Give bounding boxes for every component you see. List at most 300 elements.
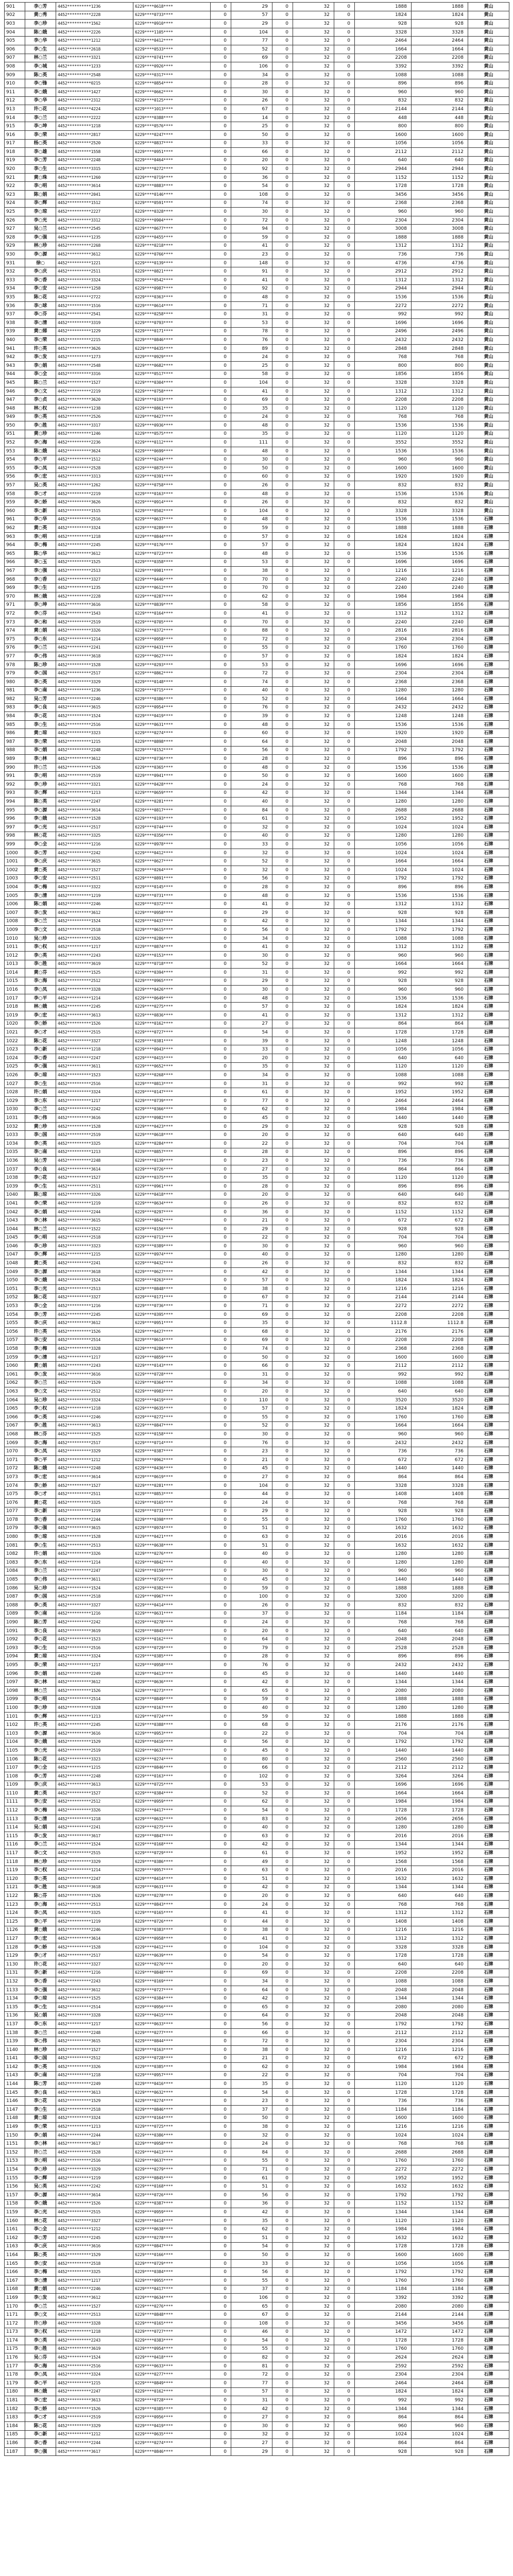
table-row bbox=[5, 1652, 509, 1661]
paid-amount-cell: 1952 bbox=[412, 1088, 468, 1097]
col-a-cell: 0 bbox=[211, 2208, 231, 2217]
bank-account-cell: 6229****0883**** bbox=[133, 182, 211, 191]
township-cell: 石牌 bbox=[468, 2345, 509, 2353]
paid-amount-cell: 960 bbox=[412, 2422, 468, 2431]
col-a-cell: 0 bbox=[211, 943, 231, 952]
subsidy-amount-cell: 3456 bbox=[355, 191, 412, 199]
rate-cell: 32 bbox=[293, 943, 334, 952]
land-area-cell: 32 bbox=[231, 2430, 272, 2439]
col-b-cell: 0 bbox=[272, 318, 293, 327]
serial-no-cell: 929 bbox=[5, 242, 25, 250]
paid-amount-cell: 1344 bbox=[412, 1267, 468, 1276]
id-number-cell: 4452**********3614 bbox=[56, 806, 133, 815]
id-number-cell: 4452**********2241 bbox=[56, 643, 133, 652]
land-area-cell: 32 bbox=[231, 823, 272, 832]
rate-cell: 32 bbox=[293, 1191, 334, 1199]
col-a-cell: 0 bbox=[211, 669, 231, 678]
rate-cell: 32 bbox=[293, 421, 334, 430]
table-row bbox=[5, 2174, 509, 2182]
serial-no-cell: 936 bbox=[5, 301, 25, 310]
rate-cell: 32 bbox=[293, 2353, 334, 2362]
farmer-name-cell: 陈○芬 bbox=[25, 1892, 56, 1901]
table-row bbox=[5, 130, 509, 139]
farmer-name-cell: 李○兰 bbox=[25, 1379, 56, 1387]
table-row bbox=[5, 447, 509, 455]
table-row bbox=[5, 1421, 509, 1430]
id-number-cell: 4452**********2215 bbox=[56, 336, 133, 345]
bank-account-cell: 6229****0163**** bbox=[133, 1772, 211, 1781]
col-a-cell: 0 bbox=[211, 994, 231, 1003]
col-c-cell: 0 bbox=[334, 2199, 355, 2208]
farmer-name-cell: 陈○兰 bbox=[25, 379, 56, 387]
paid-amount-cell: 1888 bbox=[412, 1695, 468, 1704]
paid-amount-cell: 2016 bbox=[412, 1533, 468, 1541]
col-c-cell: 0 bbox=[334, 156, 355, 165]
col-b-cell: 0 bbox=[272, 327, 293, 336]
id-number-cell: 4452**********1525 bbox=[56, 969, 133, 977]
col-b-cell: 0 bbox=[272, 1609, 293, 1618]
id-number-cell: 4452**********3612 bbox=[56, 1678, 133, 1687]
serial-no-cell: 1121 bbox=[5, 1883, 25, 1892]
col-a-cell: 0 bbox=[211, 2182, 231, 2191]
col-c-cell: 0 bbox=[334, 1609, 355, 1618]
land-area-cell: 50 bbox=[231, 1353, 272, 1362]
col-c-cell: 0 bbox=[334, 113, 355, 122]
col-c-cell: 0 bbox=[334, 986, 355, 994]
rate-cell: 32 bbox=[293, 1473, 334, 1482]
township-cell: 黄山 bbox=[468, 199, 509, 208]
id-number-cell: 4452**********2515 bbox=[56, 1849, 133, 1858]
subsidy-amount-cell: 1888 bbox=[355, 524, 412, 533]
bank-account-cell: 6229****0414**** bbox=[133, 1601, 211, 1610]
col-b-cell: 0 bbox=[272, 1764, 293, 1772]
col-b-cell: 0 bbox=[272, 2362, 293, 2370]
paid-amount-cell: 1152 bbox=[412, 2199, 468, 2208]
township-cell: 黄山 bbox=[468, 413, 509, 421]
id-number-cell: 4452**********3324 bbox=[56, 2114, 133, 2123]
col-a-cell: 0 bbox=[211, 1994, 231, 2003]
col-c-cell: 0 bbox=[334, 2302, 355, 2311]
table-row bbox=[5, 2003, 509, 2011]
paid-amount-cell: 1824 bbox=[412, 11, 468, 20]
col-a-cell: 0 bbox=[211, 1857, 231, 1866]
land-area-cell: 50 bbox=[231, 2114, 272, 2123]
bank-account-cell: 6229****0286**** bbox=[133, 934, 211, 943]
land-area-cell: 48 bbox=[231, 421, 272, 430]
col-b-cell: 0 bbox=[272, 781, 293, 789]
col-a-cell: 0 bbox=[211, 1507, 231, 1516]
bank-account-cell: 6229****0162**** bbox=[133, 1020, 211, 1028]
col-b-cell: 0 bbox=[272, 2045, 293, 2054]
serial-no-cell: 1008 bbox=[5, 917, 25, 926]
land-area-cell: 31 bbox=[231, 310, 272, 319]
paid-amount-cell: 1952 bbox=[412, 815, 468, 823]
col-b-cell: 0 bbox=[272, 2106, 293, 2114]
col-c-cell: 0 bbox=[334, 1131, 355, 1140]
serial-no-cell: 1067 bbox=[5, 1421, 25, 1430]
col-b-cell: 0 bbox=[272, 532, 293, 541]
paid-amount-cell: 1440 bbox=[412, 1669, 468, 1678]
paid-amount-cell: 2624 bbox=[412, 2353, 468, 2362]
land-area-cell: 70 bbox=[231, 575, 272, 584]
col-c-cell: 0 bbox=[334, 1815, 355, 1823]
id-number-cell: 4452**********2242 bbox=[56, 2182, 133, 2191]
serial-no-cell: 967 bbox=[5, 567, 25, 575]
rate-cell: 32 bbox=[293, 148, 334, 157]
subsidy-amount-cell: 1536 bbox=[355, 763, 412, 772]
subsidy-amount-cell: 2144 bbox=[355, 1293, 412, 1302]
land-area-cell: 67 bbox=[231, 2311, 272, 2319]
serial-no-cell: 1002 bbox=[5, 866, 25, 874]
col-b-cell: 0 bbox=[272, 37, 293, 45]
serial-no-cell: 1060 bbox=[5, 1362, 25, 1370]
subsidy-amount-cell: 1120 bbox=[355, 1174, 412, 1182]
land-area-cell: 57 bbox=[231, 1003, 272, 1011]
col-a-cell: 0 bbox=[211, 233, 231, 242]
col-c-cell: 0 bbox=[334, 677, 355, 686]
farmer-name-cell: 李○南 bbox=[25, 686, 56, 695]
subsidy-amount-cell: 1792 bbox=[355, 2191, 412, 2200]
land-area-cell: 51 bbox=[231, 1541, 272, 1550]
bank-account-cell: 6229****0112**** bbox=[133, 438, 211, 447]
subsidy-amount-cell: 1152 bbox=[355, 1208, 412, 1216]
land-area-cell: 23 bbox=[231, 250, 272, 259]
col-c-cell: 0 bbox=[334, 1139, 355, 1148]
col-b-cell: 0 bbox=[272, 344, 293, 353]
farmer-name-cell: 李○发 bbox=[25, 2294, 56, 2302]
land-area-cell: 37 bbox=[231, 2106, 272, 2114]
col-a-cell: 0 bbox=[211, 584, 231, 592]
paid-amount-cell: 2688 bbox=[412, 2148, 468, 2157]
subsidy-amount-cell: 640 bbox=[355, 156, 412, 165]
paid-amount-cell: 2048 bbox=[412, 738, 468, 747]
col-c-cell: 0 bbox=[334, 2336, 355, 2345]
col-b-cell: 0 bbox=[272, 1370, 293, 1379]
farmer-name-cell: 李○生 bbox=[25, 1541, 56, 1550]
id-number-cell: 4452**********1214 bbox=[56, 994, 133, 1003]
rate-cell: 32 bbox=[293, 404, 334, 413]
land-area-cell: 42 bbox=[231, 1994, 272, 2003]
bank-account-cell: 6229****0165**** bbox=[133, 1909, 211, 1918]
col-c-cell: 0 bbox=[334, 1943, 355, 1952]
subsidy-amount-cell: 1088 bbox=[355, 1379, 412, 1387]
paid-amount-cell: 1792 bbox=[412, 926, 468, 935]
subsidy-amount-cell: 960 bbox=[355, 455, 412, 464]
land-area-cell: 88 bbox=[231, 626, 272, 635]
col-a-cell: 0 bbox=[211, 2345, 231, 2353]
paid-amount-cell: 1408 bbox=[412, 1918, 468, 1926]
township-cell: 石牌 bbox=[468, 1191, 509, 1199]
table-row bbox=[5, 763, 509, 772]
bank-account-cell: 6229****0418**** bbox=[133, 2353, 211, 2362]
land-area-cell: 35 bbox=[231, 404, 272, 413]
farmer-name-cell: 李○庆 bbox=[25, 1319, 56, 1328]
col-a-cell: 0 bbox=[211, 438, 231, 447]
col-a-cell: 0 bbox=[211, 2106, 231, 2114]
paid-amount-cell: 1024 bbox=[412, 866, 468, 874]
serial-no-cell: 996 bbox=[5, 815, 25, 823]
land-area-cell: 110 bbox=[231, 1396, 272, 1404]
subsidy-amount-cell: 2432 bbox=[355, 1661, 412, 1670]
farmer-name-cell: 李○明 bbox=[25, 1233, 56, 1242]
paid-amount-cell: 2048 bbox=[412, 1635, 468, 1644]
township-cell: 石牌 bbox=[468, 1182, 509, 1191]
land-area-cell: 34 bbox=[231, 1379, 272, 1387]
id-number-cell: 4452**********2244 bbox=[56, 1516, 133, 1524]
serial-no-cell: 1134 bbox=[5, 1994, 25, 2003]
id-number-cell: 4452**********3617 bbox=[56, 2140, 133, 2148]
farmer-name-cell: 吴○娟 bbox=[25, 2011, 56, 2020]
col-b-cell: 0 bbox=[272, 284, 293, 293]
subsidy-amount-cell: 832 bbox=[355, 1601, 412, 1610]
col-a-cell: 0 bbox=[211, 2114, 231, 2123]
paid-amount-cell: 896 bbox=[412, 883, 468, 892]
farmer-name-cell: 李○芬 bbox=[25, 310, 56, 319]
land-area-cell: 36 bbox=[231, 2199, 272, 2208]
land-area-cell: 41 bbox=[231, 609, 272, 618]
id-number-cell: 4452**********1512 bbox=[56, 199, 133, 208]
subsidy-amount-cell: 1632 bbox=[355, 2182, 412, 2191]
id-number-cell: 4452**********2248 bbox=[56, 156, 133, 165]
land-area-cell: 102 bbox=[231, 1772, 272, 1781]
col-c-cell: 0 bbox=[334, 1524, 355, 1533]
id-number-cell: 4452**********2246 bbox=[56, 2285, 133, 2294]
id-number-cell: 4452**********3614 bbox=[56, 1473, 133, 1482]
township-cell: 石牌 bbox=[468, 703, 509, 712]
subsidy-amount-cell: 3328 bbox=[355, 28, 412, 37]
id-number-cell: 4452**********2520 bbox=[56, 139, 133, 148]
id-number-cell: 4452**********1524 bbox=[56, 1584, 133, 1592]
table-row bbox=[5, 2037, 509, 2046]
col-c-cell: 0 bbox=[334, 276, 355, 285]
col-c-cell: 0 bbox=[334, 1789, 355, 1798]
township-cell: 石牌 bbox=[468, 592, 509, 601]
bank-account-cell: 6229****0383**** bbox=[133, 2336, 211, 2345]
land-area-cell: 51 bbox=[231, 2233, 272, 2242]
id-number-cell: 4452**********3324 bbox=[56, 1088, 133, 1097]
col-a-cell: 0 bbox=[211, 430, 231, 438]
table-row bbox=[5, 1798, 509, 1806]
paid-amount-cell: 1248 bbox=[412, 712, 468, 721]
col-b-cell: 0 bbox=[272, 1122, 293, 1131]
col-a-cell: 0 bbox=[211, 960, 231, 969]
land-area-cell: 48 bbox=[231, 994, 272, 1003]
serial-no-cell: 1076 bbox=[5, 1498, 25, 1507]
land-area-cell: 30 bbox=[231, 1567, 272, 1575]
rate-cell: 32 bbox=[293, 2225, 334, 2234]
id-number-cell: 4452**********3328 bbox=[56, 2011, 133, 2020]
rate-cell: 32 bbox=[293, 2362, 334, 2370]
bank-account-cell: 6229****0412**** bbox=[133, 1943, 211, 1952]
rate-cell: 32 bbox=[293, 1661, 334, 1670]
township-cell: 石牌 bbox=[468, 1165, 509, 1174]
bank-account-cell: 6229****0125**** bbox=[133, 96, 211, 105]
serial-no-cell: 1027 bbox=[5, 1079, 25, 1088]
township-cell: 石牌 bbox=[468, 789, 509, 798]
table-row bbox=[5, 2379, 509, 2388]
serial-no-cell: 1056 bbox=[5, 1328, 25, 1336]
id-number-cell: 4452**********0215 bbox=[56, 79, 133, 88]
paid-amount-cell: 960 bbox=[412, 1242, 468, 1251]
rate-cell: 32 bbox=[293, 88, 334, 96]
col-b-cell: 0 bbox=[272, 1336, 293, 1345]
township-cell: 石牌 bbox=[468, 2216, 509, 2225]
col-a-cell: 0 bbox=[211, 191, 231, 199]
township-cell: 石牌 bbox=[468, 1139, 509, 1148]
col-c-cell: 0 bbox=[334, 2413, 355, 2422]
col-a-cell: 0 bbox=[211, 1943, 231, 1952]
rate-cell: 32 bbox=[293, 1798, 334, 1806]
land-area-cell: 72 bbox=[231, 2037, 272, 2046]
bank-account-cell: 6229****0264**** bbox=[133, 866, 211, 874]
subsidy-amount-cell: 2112 bbox=[355, 2028, 412, 2037]
subsidy-amount-cell: 2496 bbox=[355, 327, 412, 336]
township-cell: 石牌 bbox=[468, 738, 509, 747]
register-table bbox=[4, 2, 509, 2456]
paid-amount-cell: 768 bbox=[412, 2140, 468, 2148]
township-cell: 石牌 bbox=[468, 2422, 509, 2431]
table-row bbox=[5, 2088, 509, 2097]
col-b-cell: 0 bbox=[272, 2285, 293, 2294]
rate-cell: 32 bbox=[293, 2182, 334, 2191]
serial-no-cell: 965 bbox=[5, 550, 25, 558]
farmer-name-cell: 李○英 bbox=[25, 1139, 56, 1148]
township-cell: 石牌 bbox=[468, 2131, 509, 2140]
rate-cell: 32 bbox=[293, 1704, 334, 1713]
col-b-cell: 0 bbox=[272, 1695, 293, 1704]
table-row bbox=[5, 1028, 509, 1037]
paid-amount-cell: 1824 bbox=[412, 1003, 468, 1011]
land-area-cell: 34 bbox=[231, 1977, 272, 1986]
bank-account-cell: 6229****0542**** bbox=[133, 276, 211, 285]
id-number-cell: 4452**********1525 bbox=[56, 1994, 133, 2003]
id-number-cell: 4452**********2511 bbox=[56, 1182, 133, 1191]
col-b-cell: 0 bbox=[272, 1652, 293, 1661]
table-row bbox=[5, 703, 509, 712]
rate-cell: 32 bbox=[293, 2285, 334, 2294]
serial-no-cell: 970 bbox=[5, 592, 25, 601]
serial-no-cell: 924 bbox=[5, 199, 25, 208]
township-cell: 黄山 bbox=[468, 79, 509, 88]
land-area-cell: 27 bbox=[231, 1473, 272, 1482]
serial-no-cell: 973 bbox=[5, 618, 25, 626]
bank-account-cell: 6229****0268**** bbox=[133, 1071, 211, 1080]
col-b-cell: 0 bbox=[272, 3, 293, 11]
paid-amount-cell: 832 bbox=[412, 96, 468, 105]
land-area-cell: 111 bbox=[231, 438, 272, 447]
table-row bbox=[5, 464, 509, 473]
rate-cell: 32 bbox=[293, 806, 334, 815]
serial-no-cell: 1169 bbox=[5, 2294, 25, 2302]
land-area-cell: 21 bbox=[231, 2054, 272, 2063]
paid-amount-cell: 2176 bbox=[412, 1721, 468, 1730]
subsidy-amount-cell: 2912 bbox=[355, 267, 412, 276]
table-row bbox=[5, 1849, 509, 1858]
serial-no-cell: 959 bbox=[5, 498, 25, 507]
serial-no-cell: 1049 bbox=[5, 1267, 25, 1276]
id-number-cell: 4452**********2516 bbox=[56, 2157, 133, 2165]
bank-account-cell: 6229****0726**** bbox=[133, 1165, 211, 1174]
serial-no-cell: 1133 bbox=[5, 1986, 25, 1994]
serial-no-cell: 1033 bbox=[5, 1131, 25, 1140]
land-area-cell: 35 bbox=[231, 1062, 272, 1071]
township-cell: 石牌 bbox=[468, 2404, 509, 2413]
id-number-cell: 4452**********1527 bbox=[56, 379, 133, 387]
id-number-cell: 4452**********2517 bbox=[56, 669, 133, 678]
rate-cell: 32 bbox=[293, 1669, 334, 1678]
bank-account-cell: 6229****0158**** bbox=[133, 1430, 211, 1439]
table-row bbox=[5, 2045, 509, 2054]
subsidy-amount-cell: 1312 bbox=[355, 943, 412, 952]
col-b-cell: 0 bbox=[272, 1071, 293, 1080]
table-row bbox=[5, 1122, 509, 1131]
table-row bbox=[5, 2123, 509, 2131]
rate-cell: 32 bbox=[293, 994, 334, 1003]
col-c-cell: 0 bbox=[334, 1045, 355, 1054]
id-number-cell: 4452**********1528 bbox=[56, 1533, 133, 1541]
subsidy-amount-cell: 2240 bbox=[355, 584, 412, 592]
col-c-cell: 0 bbox=[334, 2106, 355, 2114]
rate-cell: 32 bbox=[293, 1302, 334, 1311]
table-row bbox=[5, 1498, 509, 1507]
col-c-cell: 0 bbox=[334, 361, 355, 370]
rate-cell: 32 bbox=[293, 609, 334, 618]
col-b-cell: 0 bbox=[272, 1747, 293, 1755]
farmer-name-cell: 李○东 bbox=[25, 1097, 56, 1106]
land-area-cell: 54 bbox=[231, 2088, 272, 2097]
table-row bbox=[5, 977, 509, 986]
farmer-name-cell: 李○林 bbox=[25, 2140, 56, 2148]
township-cell: 石牌 bbox=[468, 849, 509, 857]
township-cell: 黄山 bbox=[468, 464, 509, 473]
rate-cell: 32 bbox=[293, 917, 334, 926]
bank-account-cell: 6229****0418**** bbox=[133, 1191, 211, 1199]
col-c-cell: 0 bbox=[334, 88, 355, 96]
land-area-cell: 27 bbox=[231, 2413, 272, 2422]
paid-amount-cell: 864 bbox=[412, 1473, 468, 1482]
township-cell: 石牌 bbox=[468, 720, 509, 729]
table-row bbox=[5, 1815, 509, 1823]
id-number-cell: 4452**********1528 bbox=[56, 1122, 133, 1131]
col-c-cell: 0 bbox=[334, 1755, 355, 1764]
serial-no-cell: 926 bbox=[5, 216, 25, 225]
paid-amount-cell: 2528 bbox=[412, 1644, 468, 1653]
col-c-cell: 0 bbox=[334, 293, 355, 302]
township-cell: 黄山 bbox=[468, 139, 509, 148]
col-b-cell: 0 bbox=[272, 1404, 293, 1413]
farmer-name-cell: 李○强 bbox=[25, 1062, 56, 1071]
col-b-cell: 0 bbox=[272, 977, 293, 986]
id-number-cell: 4452**********1516 bbox=[56, 301, 133, 310]
township-cell: 黄山 bbox=[468, 387, 509, 396]
bank-account-cell: 6229****0731**** bbox=[133, 891, 211, 900]
col-c-cell: 0 bbox=[334, 1969, 355, 1977]
col-b-cell: 0 bbox=[272, 1387, 293, 1396]
col-b-cell: 0 bbox=[272, 1686, 293, 1695]
bank-account-cell: 6229****0715**** bbox=[133, 686, 211, 695]
subsidy-amount-cell: 1984 bbox=[355, 2063, 412, 2072]
serial-no-cell: 1158 bbox=[5, 2199, 25, 2208]
serial-no-cell: 913 bbox=[5, 105, 25, 114]
col-c-cell: 0 bbox=[334, 977, 355, 986]
paid-amount-cell: 1056 bbox=[412, 1045, 468, 1054]
serial-no-cell: 1046 bbox=[5, 1242, 25, 1251]
col-a-cell: 0 bbox=[211, 336, 231, 345]
serial-no-cell: 1069 bbox=[5, 1438, 25, 1447]
id-number-cell: 4452**********3618 bbox=[56, 1267, 133, 1276]
rate-cell: 32 bbox=[293, 327, 334, 336]
rate-cell: 32 bbox=[293, 660, 334, 669]
